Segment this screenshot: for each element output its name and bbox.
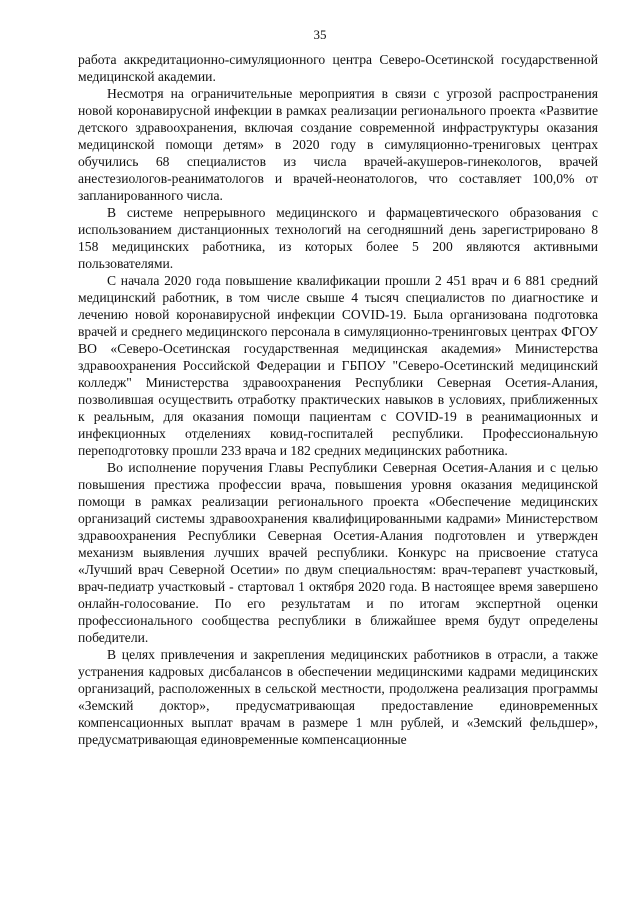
body-text: [78, 51, 598, 748]
page-number: 35: [313, 27, 327, 42]
paragraph-zemsky-doctor: В целях привлечения и закрепления медицинских работников в отрасли, а также устранения кадровых дисбалансов в обеспечении медицинскими кадрами медицинских организаций, расположенных в сельской местности, продолжена реализация программы «Земский доктор», предусматривающая предоставление единовременных компенсационных выплат врачам в размере 1 млн рублей, и «Земский фельдшер», предусматривающая единовременные компенсационные: [78, 647, 598, 747]
paragraph-qualification-upgrade: С начала 2020 года повышение квалификации прошли 2 451 врач и 6 881 средний медицинский работник, в том числе свыше 4 тысяч специалистов по диагностике и лечению новой коронавирусной инфекции COVID-19. Была организована подготовка врачей и среднего медицинского персонала в симуляционно-тренинговых центрах ФГОУ ВО «Северо-Осетинская государственная медицинская академия» Министерства здравоохранения Российской Федерации и ГБПОУ "Северо-Осетинский медицинский колледж" Министерства здравоохранения Республики Северная Осетия-Алания, позволившая осуществить отработку практических навыков в условиях, приближенных к реальным, для оказания помощи пациентам с COVID-19 в реанимационных и инфекционных отделениях ковид-госпиталей республики. Профессиональную переподготовку прошли 233 врача и 182 средних медицинских работника.: [78, 273, 598, 458]
paragraph-continuation: работа аккредитационно-симуляционного центра Северо-Осетинской государственной медицинской академии.: [78, 52, 598, 84]
paragraph-best-doctor-contest: Во исполнение поручения Главы Республики Северная Осетия-Алания и с целью повышения престижа профессии врача, повышения уровня оказания медицинской помощи в рамках реализации регионального проекта «Обеспечение медицинских организаций системы здравоохранения квалифицированными кадрами» Министерством здравоохранения Республики Северная Осетия-Алания подготовлен и утвержден механизм выявления лучших врачей республики. Конкурс на присвоение статуса «Лучший врач Северной Осетии» по двум специальностям: врач-терапевт участковый, врач-педиатр участковый - стартовал 1 октября 2020 года. В настоящее время завершено онлайн-голосование. По его результатам и по итогам экспертной оценки профессионального сообщества республики в ближайшее время будут определены победители.: [78, 460, 598, 645]
paragraph-simulation-training: Несмотря на ограничительные мероприятия в связи с угрозой распространения новой коронавирусной инфекции в рамках реализации регионального проекта «Развитие детского здравоохранения, включая создание современной инфраструктуры оказания медицинской помощи детям» в 2020 году в симуляционно-трениговых центрах обучились 68 специалистов из числа врачей-акушеров-гинекологов, врачей анестезиологов-реаниматологов и врачей-неонатологов, что составляет 100,0% от запланированного числа.: [78, 86, 598, 203]
paragraph-continuous-education: В системе непрерывного медицинского и фармацевтического образования с использованием дистанционных технологий на сегодняшний день зарегистрировано 8 158 медицинских работника, из которых более 5 200 являются активными пользователями.: [78, 205, 598, 271]
